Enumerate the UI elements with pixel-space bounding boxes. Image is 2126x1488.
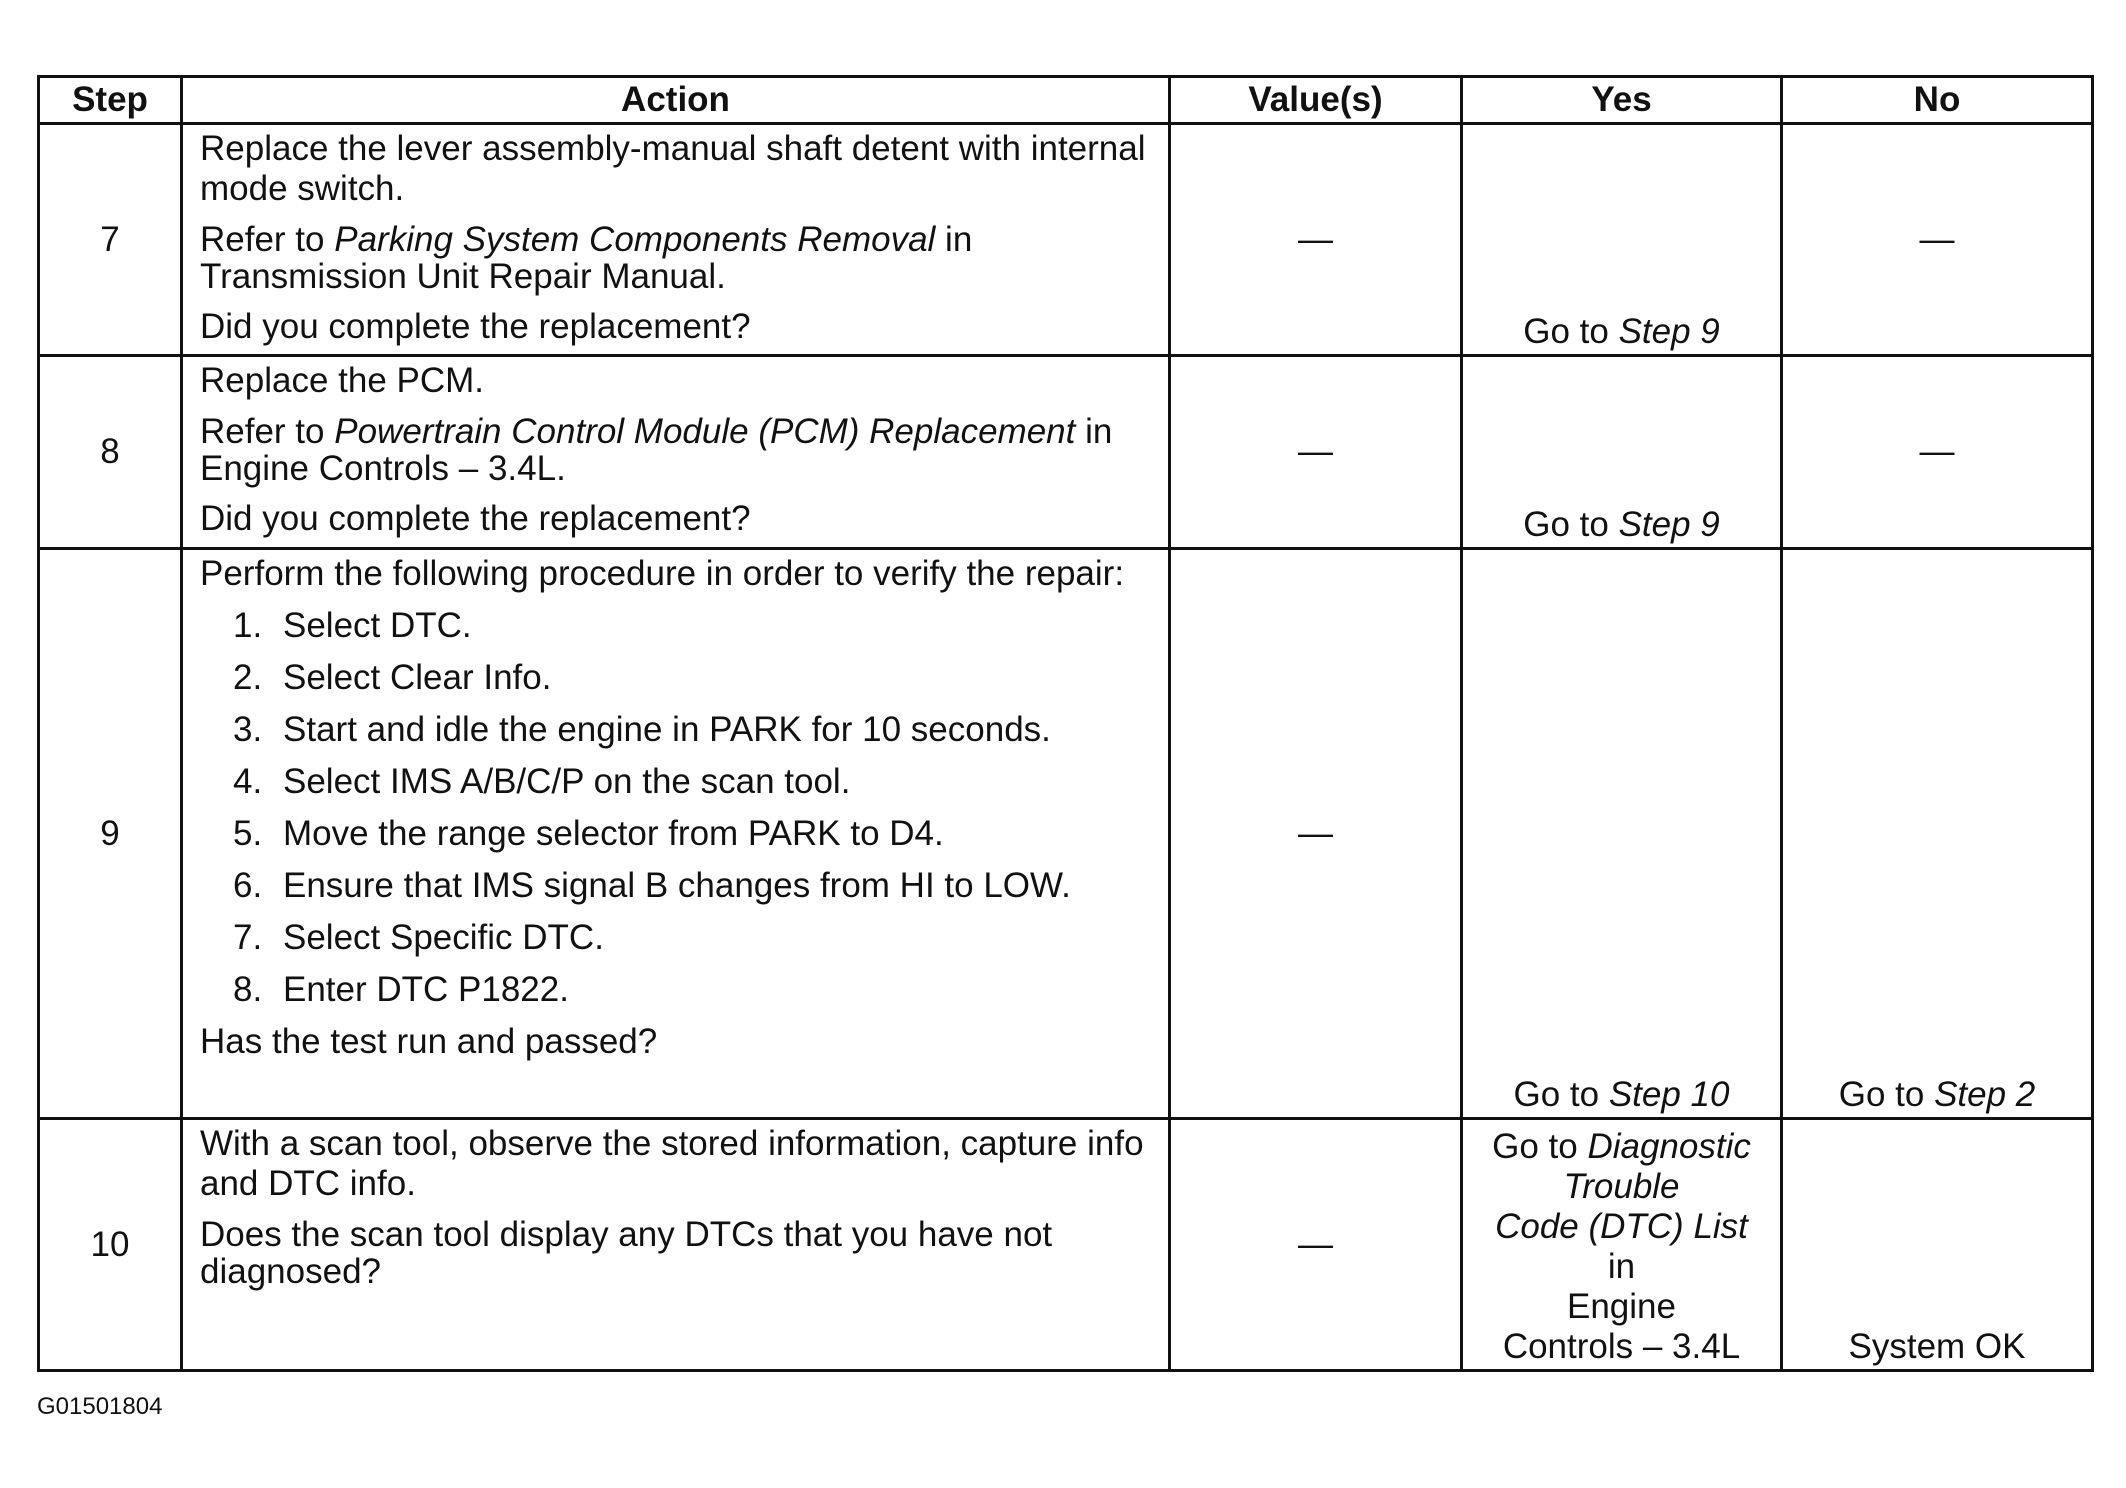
action-question: Does the scan tool display any DTCs that you have not diagnosed? <box>200 1215 1053 1291</box>
value-cell: — <box>1170 356 1462 549</box>
goto-step-link[interactable]: Step 9 <box>1618 312 1720 351</box>
yes-cell[interactable]: Go to Diagnostic Trouble Code (DTC) List in Engine Controls – 3.4L <box>1462 1119 1782 1371</box>
yes-cell[interactable]: Go to Step 9 <box>1462 356 1782 549</box>
header-row <box>39 77 2093 124</box>
list-item: 3. Start and idle the engine in PARK for 10 seconds. <box>233 710 1051 749</box>
action-reference: Refer to Powertrain Control Module (PCM) Replacement in Engine Controls – 3.4L. <box>200 412 1113 488</box>
list-item: 6. Ensure that IMS signal B changes from HI to LOW. <box>233 866 1071 905</box>
action-reference: Refer to Parking System Components Removal in Transmission Unit Repair Manual. <box>200 220 973 296</box>
goto-list-link[interactable]: Diagnostic <box>1587 1127 1751 1166</box>
header-yes: Yes <box>1462 77 1782 124</box>
goto-step-link[interactable]: Step 2 <box>1934 1075 2036 1114</box>
action-cell <box>182 124 1170 356</box>
action-question: Did you complete the replacement? <box>200 307 751 346</box>
reference-link[interactable]: Parking System Components Removal <box>334 220 936 259</box>
procedure-list <box>200 606 1156 1010</box>
step-number: 10 <box>39 1119 182 1371</box>
no-cell: — <box>1782 124 2093 356</box>
action-instruction: Perform the following procedure in order to verify the repair: <box>200 554 1125 593</box>
action-cell <box>182 549 1170 1119</box>
action-instruction: With a scan tool, observe the stored information, capture info and DTC info. <box>200 1124 1144 1203</box>
table-row <box>39 124 2093 356</box>
list-item: 2. Select Clear Info. <box>233 658 552 697</box>
diagnostic-table <box>37 75 2094 1372</box>
no-cell: — <box>1782 356 2093 549</box>
figure-id: G01501804 <box>37 1393 163 1420</box>
action-instruction: Replace the PCM. <box>200 361 485 400</box>
action-instruction: Replace the lever assembly-manual shaft detent with internal mode switch. <box>200 129 1146 208</box>
goto-step-link[interactable]: Step 9 <box>1618 505 1720 544</box>
list-item: 1. Select DTC. <box>233 606 472 645</box>
yes-cell[interactable]: Go to Step 9 <box>1462 124 1782 356</box>
no-cell[interactable]: Go to Step 2 <box>1782 549 2093 1119</box>
value-cell: — <box>1170 1119 1462 1371</box>
list-item: 7. Select Specific DTC. <box>233 918 604 957</box>
action-cell <box>182 356 1170 549</box>
list-item: 8. Enter DTC P1822. <box>233 970 569 1009</box>
table-row <box>39 1119 2093 1371</box>
action-question: Has the test run and passed? <box>200 1022 658 1061</box>
goto-step-link[interactable]: Step 10 <box>1608 1075 1730 1114</box>
header-values: Value(s) <box>1170 77 1462 124</box>
no-cell: System OK <box>1782 1119 2093 1371</box>
header-action: Action <box>182 77 1170 124</box>
step-number: 7 <box>39 124 182 356</box>
action-question: Did you complete the replacement? <box>200 499 751 538</box>
step-number: 9 <box>39 549 182 1119</box>
list-item: 5. Move the range selector from PARK to D4. <box>233 814 944 853</box>
value-cell: — <box>1170 549 1462 1119</box>
step-number: 8 <box>39 356 182 549</box>
value-cell: — <box>1170 124 1462 356</box>
table-row <box>39 549 2093 1119</box>
header-no: No <box>1782 77 2093 124</box>
yes-cell[interactable]: Go to Step 10 <box>1462 549 1782 1119</box>
list-item: 4. Select IMS A/B/C/P on the scan tool. <box>233 762 851 801</box>
reference-link[interactable]: Powertrain Control Module (PCM) Replacement <box>334 412 1076 451</box>
action-cell <box>182 1119 1170 1371</box>
header-step: Step <box>39 77 182 124</box>
table-row <box>39 356 2093 549</box>
